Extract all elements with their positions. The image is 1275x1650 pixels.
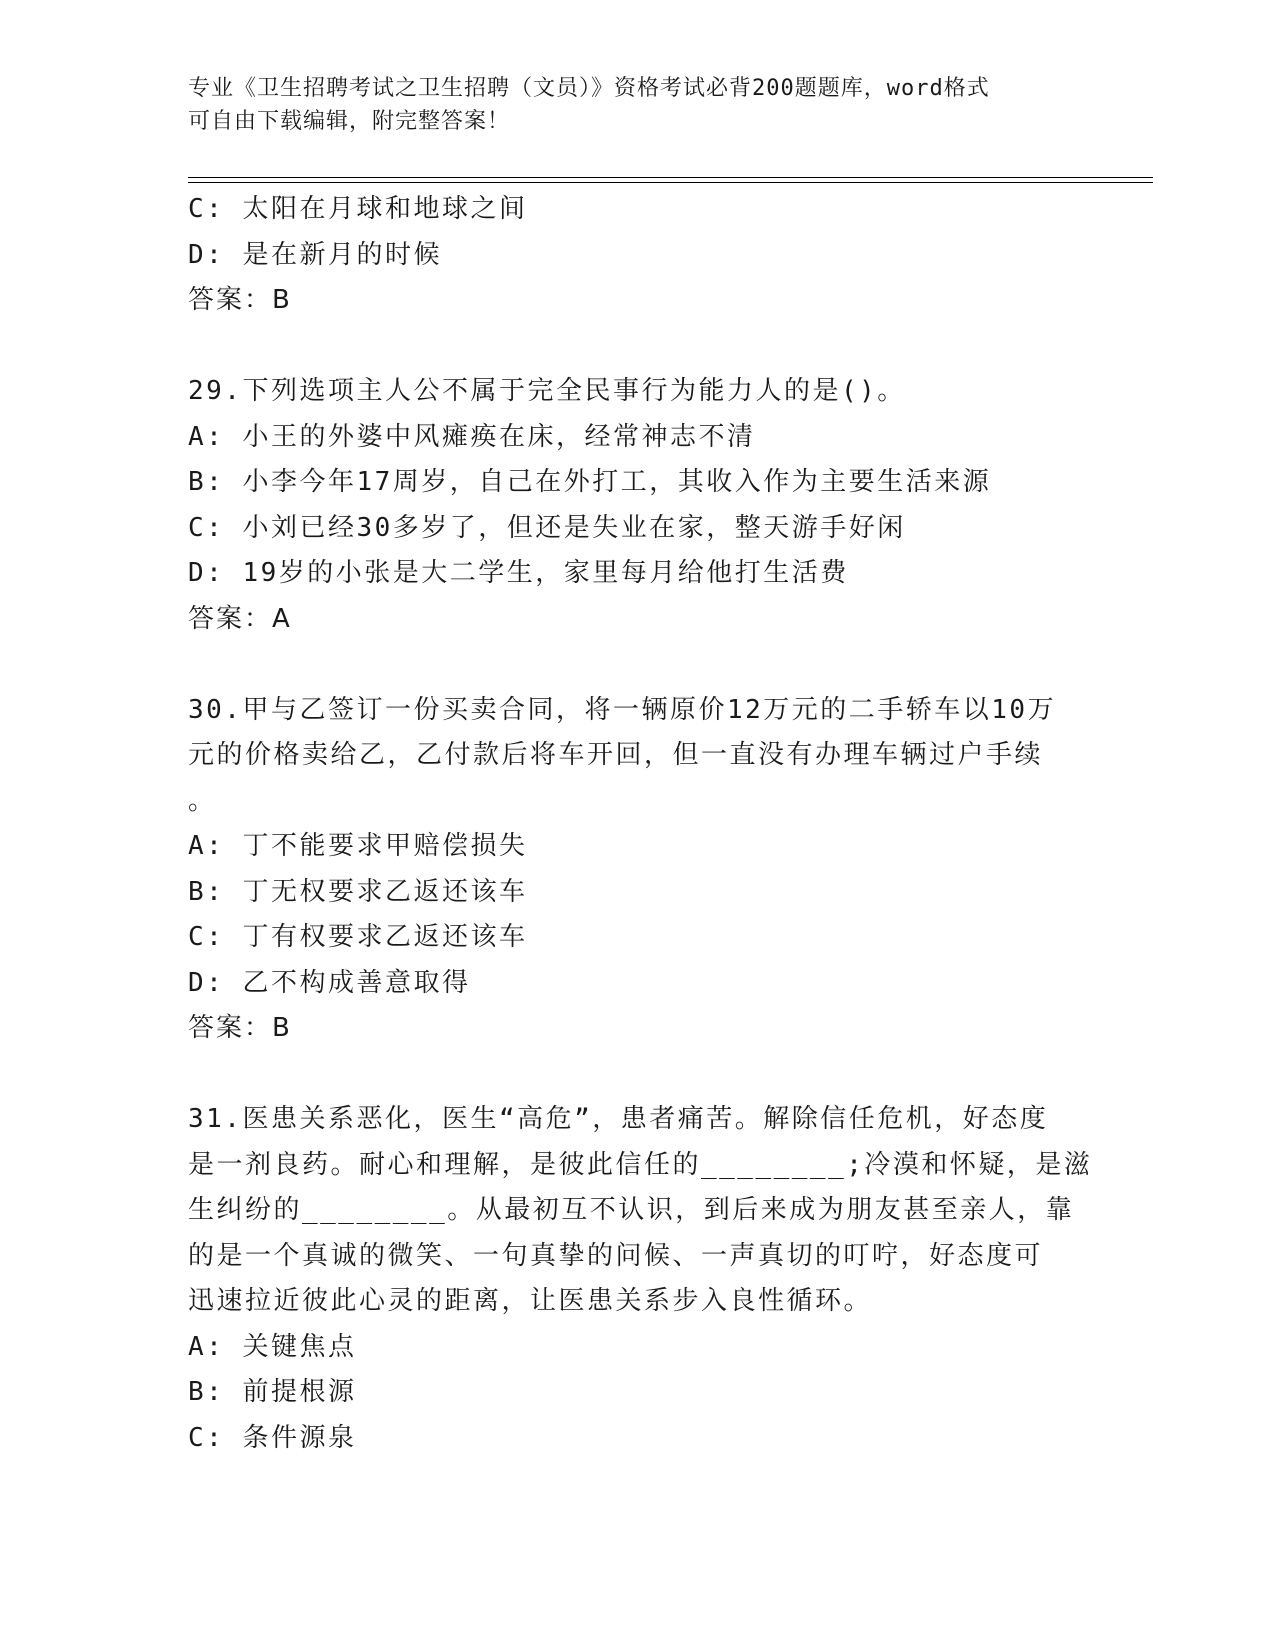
option-b: B: 丁无权要求乙返还该车 xyxy=(188,876,528,907)
header-title-line-2: 可自由下载编辑，附完整答案！ xyxy=(188,109,511,134)
spacer xyxy=(188,1052,1088,1098)
document-header xyxy=(188,72,1088,138)
answer-line: 答案：B xyxy=(188,285,292,315)
header-divider-bottom xyxy=(188,182,1153,183)
option-c: C: 小刘已经30多岁了，但还是失业在家，整天游手好闲 xyxy=(188,512,906,543)
question-stem-line-2: 是一剂良药。耐心和理解，是彼此信任的________;冷漠和怀疑，是滋 xyxy=(188,1149,1093,1180)
option-a: A: 小王的外婆中风瘫痪在床，经常神志不清 xyxy=(188,421,756,452)
question-31 xyxy=(188,1097,1093,1461)
option-d: D: 19岁的小张是大二学生，家里每月给他打生活费 xyxy=(188,558,849,588)
option-a: A: 丁不能要求甲赔偿损失 xyxy=(188,831,528,861)
answer-line: 答案：A xyxy=(188,603,292,634)
option-d: D: 是在新月的时候 xyxy=(188,239,442,270)
question-29 xyxy=(188,369,1088,642)
option-b: B: 小李今年17周岁，自己在外打工，其收入作为主要生活来源 xyxy=(188,467,992,497)
question-stem-line-4: 的是一个真诚的微笑、一句真挚的问候、一声真切的叮咛，好态度可 xyxy=(188,1240,1044,1271)
option-a: A: 关键焦点 xyxy=(188,1331,357,1362)
question-stem-line-5: 迅速拉近彼此心灵的距离，让医患关系步入良性循环。 xyxy=(188,1286,873,1316)
question-28-tail xyxy=(188,187,1088,324)
question-stem: 29.下列选项主人公不属于完全民事行为能力人的是()。 xyxy=(188,376,906,406)
header-title-line-1: 专业《卫生招聘考试之卫生招聘（文员）》资格考试必背200题题库，word格式 xyxy=(188,76,990,101)
question-stem-line-1: 30.甲与乙签订一份买卖合同，将一辆原价12万元的二手轿车以10万 xyxy=(188,694,1057,725)
answer-line: 答案：B xyxy=(188,1013,292,1043)
spacer xyxy=(188,642,1088,688)
document-body xyxy=(188,187,1093,1461)
question-stem-line-3: 。 xyxy=(188,785,217,816)
question-stem-line-2: 元的价格卖给乙，乙付款后将车开回，但一直没有办理车辆过户手续 xyxy=(188,740,1044,770)
question-stem-line-3: 生纠纷的________。从最初互不认识，到后来成为朋友甚至亲人，靠 xyxy=(188,1195,1075,1225)
option-d: D: 乙不构成善意取得 xyxy=(188,967,471,998)
option-c: C: 太阳在月球和地球之间 xyxy=(188,194,528,224)
option-b: B: 前提根源 xyxy=(188,1377,357,1407)
question-30 xyxy=(188,688,1088,1052)
option-c: C: 条件源泉 xyxy=(188,1422,357,1453)
spacer xyxy=(188,324,1088,370)
header-divider-top xyxy=(188,177,1153,178)
question-stem-line-1: 31.医患关系恶化，医生“高危”，患者痛苦。解除信任危机，好态度 xyxy=(188,1104,1049,1134)
option-c: C: 丁有权要求乙返还该车 xyxy=(188,922,528,952)
